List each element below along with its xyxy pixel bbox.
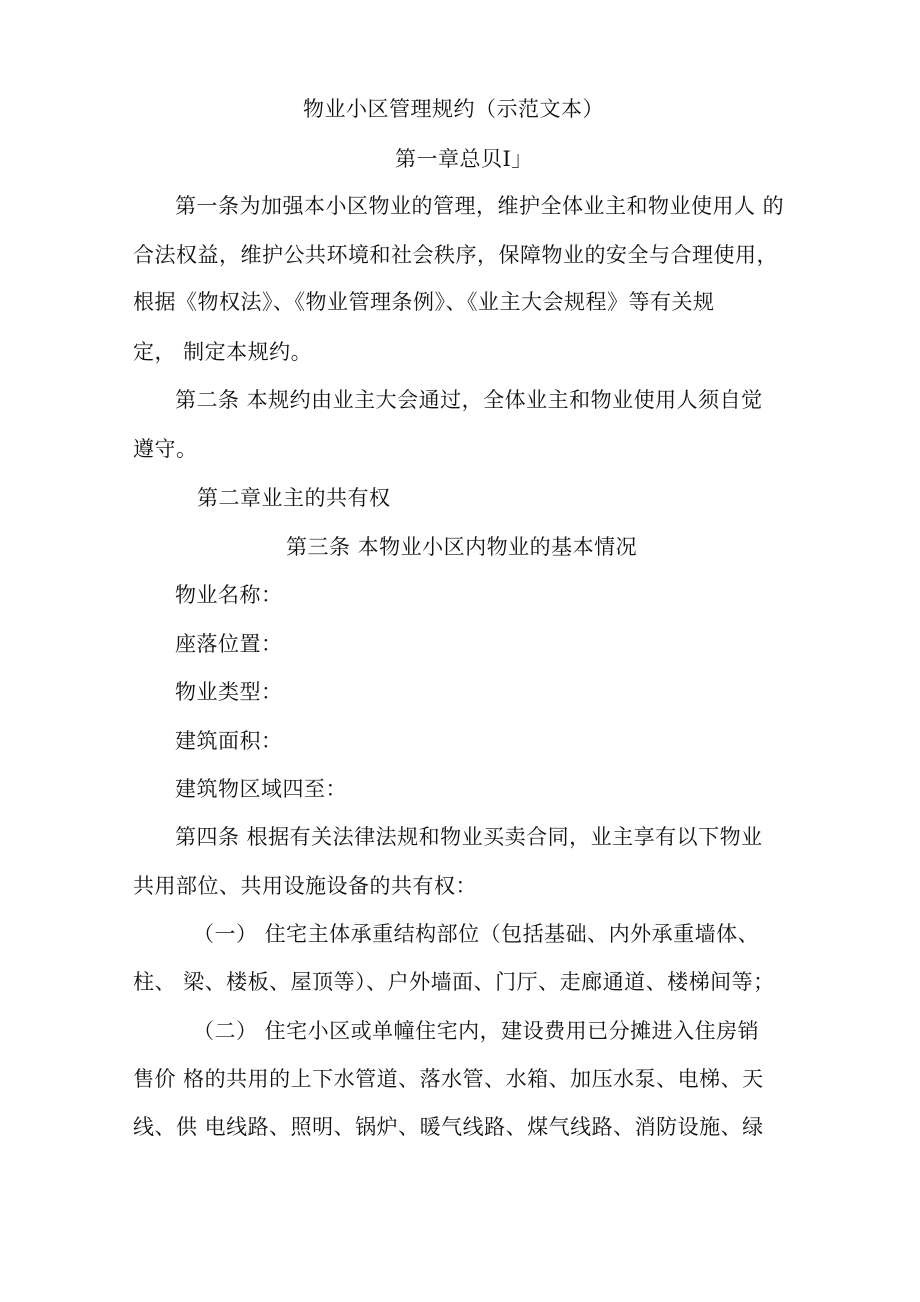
- article-4-line: 第四条 根据有关法律法规和物业买卖合同，业主享有以下物业: [175, 825, 763, 849]
- chapter-1-heading: 第一章总贝I」: [395, 147, 533, 171]
- article-3-heading: 第三条 本物业小区内物业的基本情况: [286, 535, 638, 559]
- item-1-line: （一） 住宅主体承重结构部位（包括基础、内外承重墙体、: [193, 922, 760, 946]
- property-field-name: 物业名称：: [175, 583, 283, 607]
- article-4-line: 共用部位、共用设施设备的共有权：: [133, 874, 477, 898]
- property-field-type: 物业类型：: [175, 680, 283, 704]
- article-1-line: 根据《物权法》、《物业管理条例》、《业主大会规程》等有关规: [133, 290, 715, 314]
- article-2-line: 遵守。: [133, 437, 198, 461]
- item-2-line: 售价 格的共用的上下水管道、落水管、水箱、加压水泵、电梯、天: [133, 1067, 764, 1091]
- document-title: 物业小区管理规约（示范文本）: [303, 97, 604, 121]
- item-2-line: （二） 住宅小区或单幢住宅内，建设费用已分摊进入住房销: [193, 1019, 760, 1043]
- article-1-line: 第一条为加强本小区物业的管理，维护全体业主和物业使用人 的: [175, 194, 785, 218]
- property-field-boundaries: 建筑物区域四至：: [175, 777, 347, 801]
- property-field-location: 座落位置：: [175, 632, 283, 656]
- chapter-2-heading: 第二章业主的共有权: [197, 486, 391, 510]
- article-1-line: 定， 制定本规约。: [133, 340, 313, 364]
- property-field-area: 建筑面积：: [175, 729, 283, 753]
- article-1-line: 合法权益，维护公共环境和社会秩序，保障物业的安全与合理使用，: [133, 243, 778, 267]
- item-2-line: 线、供 电线路、照明、锅炉、暖气线路、煤气线路、消防设施、绿: [133, 1115, 764, 1139]
- article-2-line: 第二条 本规约由业主大会通过，全体业主和物业使用人须自觉: [175, 388, 763, 412]
- item-1-line: 柱、 梁、楼板、屋顶等）、户外墙面、门厅、走廊通道、楼梯间等；: [133, 970, 775, 994]
